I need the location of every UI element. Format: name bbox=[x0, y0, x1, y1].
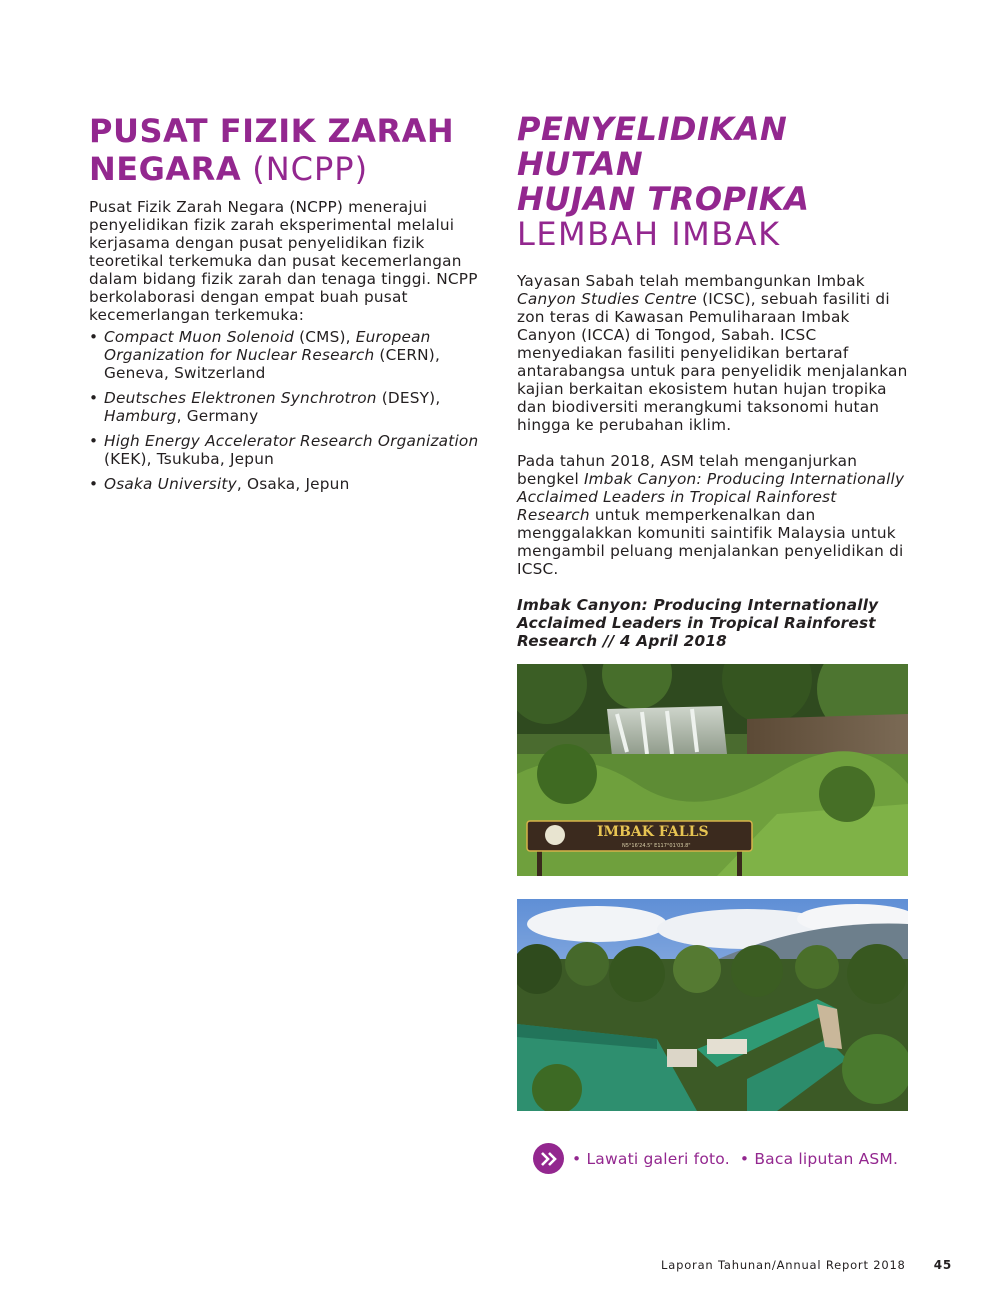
imbak-title bbox=[517, 112, 912, 252]
report-title: Laporan Tahunan/Annual Report 2018 bbox=[661, 1258, 906, 1272]
imbak-title-line2: HUJAN TROPIKA bbox=[517, 180, 810, 218]
partner-name: European Organization for Nuclear Research bbox=[104, 328, 431, 364]
partner-text: , Osaka, Jepun bbox=[236, 475, 350, 493]
related-links bbox=[533, 1142, 908, 1175]
icsc-facility-photo bbox=[517, 899, 908, 1111]
ncpp-title-bold: PUSAT FIZIK ZARAH NEGARA bbox=[89, 112, 455, 188]
partner-name: Compact Muon Solenoid bbox=[104, 328, 295, 346]
imbak-title-line1: PENYELIDIKAN HUTAN bbox=[517, 110, 788, 183]
imbak-section bbox=[517, 112, 912, 665]
partner-name: Hamburg bbox=[104, 407, 177, 425]
text-run-italic: Imbak Canyon: Producing Internationally Acclaimed Leaders in Tropical Rainforest Research bbox=[517, 470, 905, 524]
partner-name: High Energy Accelerator Research Organization bbox=[104, 432, 479, 450]
text-run: Pada tahun 2018, ASM telah menganjurkan bengkel bbox=[517, 452, 858, 488]
partner-text: (CERN), Geneva, Switzerland bbox=[104, 346, 441, 382]
list-item bbox=[89, 389, 484, 425]
sign-text: IMBAK FALLS bbox=[597, 824, 709, 840]
list-item bbox=[89, 328, 484, 382]
imbak-falls-photo bbox=[517, 664, 908, 876]
bullet: • bbox=[89, 432, 99, 450]
partner-name: Deutsches Elektronen Synchrotron bbox=[104, 389, 377, 407]
ncpp-intro: Pusat Fizik Zarah Negara (NCPP) menerajui penyelidikan fizik zarah eksperimental melalui kerjasama dengan pusat penyelidikan fizik teoretikal terkemuka dan pusat kecemerlangan dalam bidang fizik zarah dan tenaga tinggi. NCPP berkolaborasi dengan empat buah pusat kecemerlangan terkemuka: bbox=[89, 198, 478, 324]
bullet: • bbox=[89, 389, 99, 407]
page-number: 45 bbox=[933, 1258, 952, 1272]
imbak-paragraph-2 bbox=[517, 452, 912, 578]
ncpp-title-light: (NCPP) bbox=[252, 150, 369, 188]
partner-text: , Germany bbox=[176, 407, 259, 425]
imbak-paragraph-1 bbox=[517, 272, 912, 434]
asm-coverage-link[interactable]: • Baca liputan ASM. bbox=[739, 1149, 899, 1168]
partner-text: (CMS), bbox=[294, 328, 356, 346]
double-chevron-right-icon[interactable] bbox=[533, 1143, 564, 1174]
partner-list bbox=[89, 328, 484, 493]
partner-name: Osaka University bbox=[104, 475, 237, 493]
bullet: • bbox=[89, 475, 99, 493]
text-run: untuk memperkenalkan dan menggalakkan komuniti saintifik Malaysia untuk mengambil peluang menjalankan penyelidikan di ICSC. bbox=[517, 506, 904, 578]
list-item bbox=[89, 475, 484, 493]
text-run: Yayasan Sabah telah membangunkan Imbak bbox=[517, 272, 865, 290]
text-run: (ICSC), sebuah fasiliti di zon teras di Kawasan Pemuliharaan Imbak Canyon (ICCA) di Tongod, Sabah. ICSC menyediakan fasiliti penyelidikan bertaraf antarabangsa untuk para penyelidik menjalankan kajian berkaitan ekosistem hutan hujan tropika dan biodiversiti merangkumi taksonomi hutan hingga ke perubahan iklim. bbox=[517, 290, 908, 434]
text-run-italic: Canyon Studies Centre bbox=[517, 290, 698, 308]
bullet: • bbox=[89, 328, 99, 346]
list-item bbox=[89, 432, 484, 468]
partner-text: (KEK), Tsukuba, Jepun bbox=[104, 450, 274, 468]
partner-text: (DESY), bbox=[376, 389, 441, 407]
sign-subtext: N5°16'24.5" E117°01'03.8" bbox=[622, 843, 691, 849]
photo-gallery-link[interactable]: • Lawati galeri foto. bbox=[572, 1149, 730, 1168]
imbak-title-line3: LEMBAH IMBAK bbox=[517, 215, 781, 253]
ncpp-title bbox=[89, 112, 484, 188]
page-footer bbox=[661, 1258, 952, 1272]
ncpp-section bbox=[89, 112, 484, 500]
event-caption: Imbak Canyon: Producing Internationally Acclaimed Leaders in Tropical Rainforest Research // 4 April 2018 bbox=[517, 596, 879, 650]
